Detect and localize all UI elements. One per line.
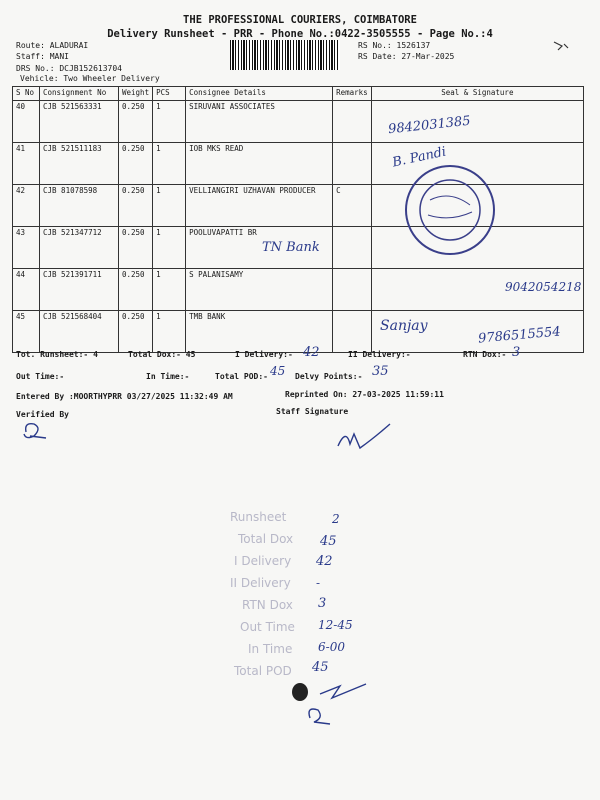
cell-sno: 41: [13, 143, 40, 185]
cell-remarks: [333, 101, 372, 143]
cell-remarks: [333, 269, 372, 311]
cell-consignee: POOLUVAPATTI BR: [186, 227, 333, 269]
cell-remarks: [333, 311, 372, 353]
col-seal: Seal & Signature: [371, 87, 583, 101]
tally-value: 2: [332, 512, 340, 526]
cell-sno: 43: [13, 227, 40, 269]
handwritten-name-45: Sanjay: [380, 318, 428, 334]
cell-consignee: SIRUVANI ASSOCIATES: [186, 101, 333, 143]
table-row: [13, 269, 584, 311]
tally-label: Total Dox: [238, 532, 294, 546]
seal-stamp-icon: [400, 160, 500, 260]
cell-consignee: TMB BANK: [186, 311, 333, 353]
col-pcs: PCS: [153, 87, 186, 101]
i-delivery: I Delivery:-: [235, 350, 293, 359]
entered-by: Entered By :MOORTHYPRR 03/27/2025 11:32:49 AM: [16, 392, 233, 401]
table-header-row: [13, 87, 584, 101]
tally-label: Total POD: [234, 664, 292, 678]
route-label: Route: ALADURAI: [16, 41, 89, 50]
tally-value: 45: [320, 534, 337, 549]
cell-pcs: 1: [153, 227, 186, 269]
cell-weight: 0.250: [119, 185, 153, 227]
reprinted-on: Reprinted On: 27-03-2025 11:59:11: [285, 390, 444, 399]
tally-label: II Delivery: [230, 576, 291, 590]
corner-mark-icon: [552, 38, 572, 54]
stamp-tally: [220, 500, 420, 730]
col-consignee: Consignee Details: [186, 87, 333, 101]
cell-sno: 44: [13, 269, 40, 311]
rs-number: RS No.: 1526137: [358, 41, 431, 50]
verifier-signature-icon: [20, 418, 50, 442]
tally-value: 42: [316, 554, 333, 569]
cell-cn: CJB 521347712: [40, 227, 119, 269]
col-remarks: Remarks: [333, 87, 372, 101]
rtn-dox: RTN Dox:-: [463, 350, 507, 359]
cell-weight: 0.250: [119, 101, 153, 143]
tally-label: In Time: [248, 642, 293, 656]
tally-value: 45: [312, 660, 329, 675]
tally-label: I Delivery: [234, 554, 292, 568]
vehicle-label: Vehicle: Two Wheeler Delivery: [20, 74, 160, 83]
cell-weight: 0.250: [119, 143, 153, 185]
handwritten-phone-40: 9842031385: [387, 113, 472, 138]
cell-cn: CJB 521563331: [40, 101, 119, 143]
tally-value: 12-45: [318, 618, 353, 632]
cell-consignee: S PALANISAMY: [186, 269, 333, 311]
cell-weight: 0.250: [119, 269, 153, 311]
cell-cn: CJB 81078598: [40, 185, 119, 227]
delvy-points-value: 35: [372, 364, 389, 379]
col-consignment: Consignment No: [40, 87, 119, 101]
verified-by: Verified By: [16, 410, 69, 419]
i-delivery-value: 42: [303, 345, 320, 360]
company-title: THE PROFESSIONAL COURIERS, COIMBATORE: [183, 14, 417, 26]
col-weight: Weight: [119, 87, 153, 101]
total-pod-value: 45: [270, 364, 286, 378]
total-pod: Total POD:-: [215, 372, 268, 381]
cell-sno: 42: [13, 185, 40, 227]
cell-consignee: IOB MKS READ: [186, 143, 333, 185]
out-time: Out Time:-: [16, 372, 65, 381]
table-row: [13, 101, 584, 143]
col-sno: S No: [13, 87, 40, 101]
cell-pcs: 1: [153, 269, 186, 311]
barcode-image: [230, 40, 340, 70]
tally-label: RTN Dox: [242, 598, 293, 612]
cell-pcs: 1: [153, 101, 186, 143]
handwritten-name-42: B. Pandi: [391, 144, 448, 171]
cell-pcs: 1: [153, 311, 186, 353]
cell-pcs: 1: [153, 143, 186, 185]
handwritten-phone-45: 9786515554: [477, 324, 562, 347]
staff-signature-icon: [334, 420, 394, 454]
cell-pcs: 1: [153, 185, 186, 227]
cell-weight: 0.250: [119, 311, 153, 353]
tot-runsheet: Tot. Runsheet:- 4: [16, 350, 98, 359]
drs-label: DRS No.: DCJB152613704: [16, 64, 122, 73]
delvy-points: Delvy Points:-: [295, 372, 363, 381]
tally-label: Out Time: [240, 620, 295, 634]
rs-date: RS Date: 27-Mar-2025: [358, 52, 455, 61]
tally-label: Runsheet: [230, 510, 287, 524]
cell-cn: CJB 521391711: [40, 269, 119, 311]
runsheet-subtitle: Delivery Runsheet - PRR - Phone No.:0422-3505555 - Page No.:4: [107, 28, 493, 40]
tally-value: -: [316, 576, 321, 590]
cell-sno: 45: [13, 311, 40, 353]
total-dox: Total Dox:- 45: [128, 350, 196, 359]
cell-weight: 0.250: [119, 227, 153, 269]
stamp-signature-icon: [280, 678, 390, 728]
cell-cn: CJB 521511183: [40, 143, 119, 185]
handwritten-phone-44: 9042054218: [505, 280, 582, 294]
cell-remarks: [333, 143, 372, 185]
ii-delivery: II Delivery:-: [348, 350, 411, 359]
in-time: In Time:-: [146, 372, 190, 381]
cell-remarks: C: [333, 185, 372, 227]
cell-sno: 40: [13, 101, 40, 143]
handwritten-note-43: TN Bank: [262, 240, 320, 255]
cell-remarks: [333, 227, 372, 269]
staff-signature-label: Staff Signature: [276, 407, 349, 416]
cell-cn: CJB 521568404: [40, 311, 119, 353]
tally-value: 3: [318, 596, 327, 611]
cell-consignee: VELLIANGIRI UZHAVAN PRODUCER: [186, 185, 333, 227]
tally-value: 6-00: [318, 640, 345, 654]
staff-label: Staff: MANI: [16, 52, 69, 61]
rtn-dox-value: 3: [512, 345, 521, 360]
